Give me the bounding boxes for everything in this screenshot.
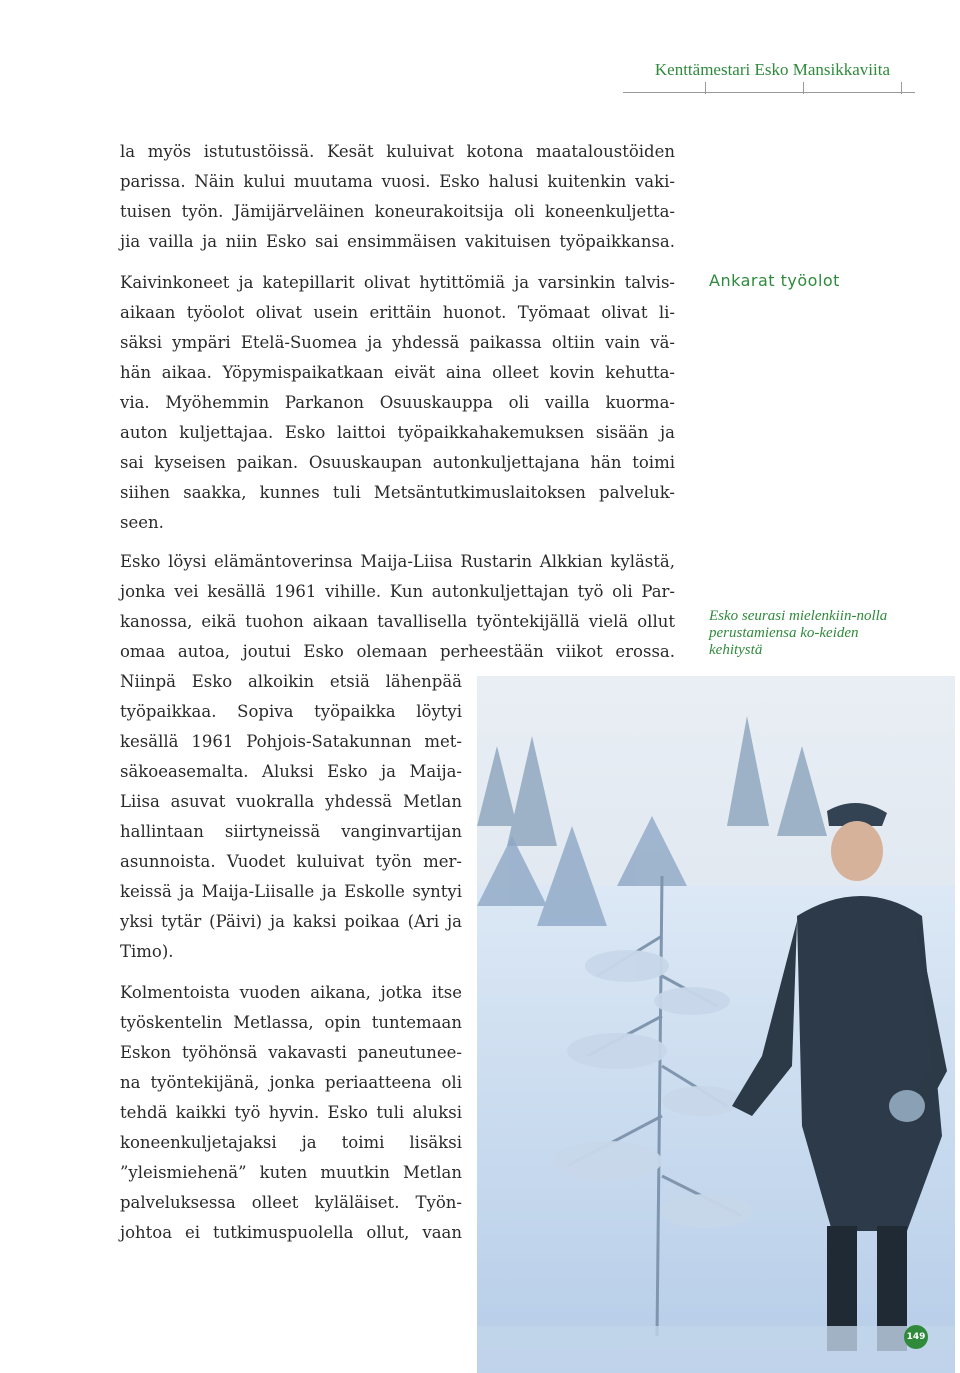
text-line: Niinpä Esko alkoikin etsiä lähenpää — [120, 672, 462, 691]
text-line: siihen saakka, kunnes tuli Metsäntutkimuslaitoksen palveluk- — [120, 483, 675, 502]
text-line: koneenkuljetajaksi ja toimi lisäksi — [120, 1133, 462, 1152]
text-line: hallintaan siirtyneissä vanginvartijan — [120, 822, 462, 841]
photo-illustration — [477, 676, 955, 1373]
text-line: tuisen työn. Jämijärveläinen koneurakoitsija oli koneenkuljetta- — [120, 202, 675, 221]
text-line: aikaan työolot olivat usein erittäin huonot. Työmaat olivat li- — [120, 303, 675, 322]
text-line: jia vailla ja niin Esko sai ensimmäisen vakituisen työpaikkansa. — [120, 232, 675, 251]
text-line: kesällä 1961 Pohjois-Satakunnan met- — [120, 732, 462, 751]
photo-caption: Esko seurasi mielenkiin-nolla perustamiensa ko-keiden kehitystä — [709, 608, 888, 658]
paragraph-1 — [120, 137, 675, 257]
text-line: johtoa ei tutkimuspuolella ollut, vaan — [120, 1223, 462, 1242]
page-number-badge: 149 — [904, 1325, 928, 1349]
paragraph-4 — [120, 978, 462, 1248]
text-line: sai kyseisen paikan. Osuuskaupan autonkuljettajana hän toimi — [120, 453, 675, 472]
text-line: seen. — [120, 513, 164, 532]
text-line: auton kuljettajaa. Esko laittoi työpaikkahakemuksen sisään ja — [120, 423, 675, 442]
header-tick — [803, 82, 804, 94]
header-tick — [705, 82, 706, 94]
paragraph-2 — [120, 268, 675, 538]
text-line: tehdä kaikki työ hyvin. Esko tuli aluksi — [120, 1103, 462, 1122]
text-line: säkoeasemalta. Aluksi Esko ja Maija- — [120, 762, 462, 781]
text-line: na työntekijänä, jonka periaatteena oli — [120, 1073, 462, 1092]
text-line: Esko löysi elämäntoverinsa Maija-Liisa Rustarin Alkkian kylästä, — [120, 552, 675, 571]
header-title: Kenttämestari Esko Mansikkaviita — [654, 60, 890, 79]
photo — [477, 676, 955, 1373]
text-line: omaa autoa, joutui Esko olemaan perheestään viikot erossa. — [120, 642, 675, 661]
header-tick — [901, 82, 902, 94]
text-line: Timo). — [120, 942, 174, 961]
text-line: Kolmentoista vuoden aikana, jotka itse — [120, 983, 462, 1002]
text-line: kanossa, eikä tuohon aikaan tavallisella työntekijällä vielä ollut — [120, 612, 675, 631]
text-line: yksi tytär (Päivi) ja kaksi poikaa (Ari ja — [120, 912, 462, 931]
text-line: työskentelin Metlassa, opin tuntemaan — [120, 1013, 462, 1032]
text-line: Kaivinkoneet ja katepillarit olivat hytittömiä ja varsinkin talvis- — [120, 273, 675, 292]
text-line: palveluksessa olleet kyläläiset. Työn- — [120, 1193, 462, 1212]
text-line: hän aikaa. Yöpymispaikatkaan eivät aina olleet kovin kehutta- — [120, 363, 675, 382]
text-line: keissä ja Maija-Liisalle ja Eskolle syntyi — [120, 882, 462, 901]
text-line: työpaikkaa. Sopiva työpaikka löytyi — [120, 702, 462, 721]
text-line: via. Myöhemmin Parkanon Osuuskauppa oli vailla kuorma- — [120, 393, 675, 412]
text-line: Liisa asuvat vuokralla yhdessä Metlan — [120, 792, 462, 811]
text-line: ”yleismiehenä” kuten muutkin Metlan — [120, 1163, 462, 1182]
paragraph-3 — [120, 547, 675, 667]
text-line: Eskon työhönsä vakavasti paneutunee- — [120, 1043, 462, 1062]
text-line: jonka vei kesällä 1961 vihille. Kun autonkuljettajan työ oli Par- — [120, 582, 675, 601]
text-line: säksi ympäri Etelä-Suomea ja yhdessä paikassa oltiin vain vä- — [120, 333, 675, 352]
text-line: parissa. Näin kului muutama vuosi. Esko halusi kuitenkin vaki- — [120, 172, 675, 191]
paragraph-3-continued — [120, 667, 462, 967]
side-heading: Ankarat työolot — [709, 271, 840, 290]
text-line: asunnoista. Vuodet kuluivat työn mer- — [120, 852, 462, 871]
header-rule — [623, 92, 915, 93]
text-line: la myös istutustöissä. Kesät kuluivat kotona maataloustöiden — [120, 142, 675, 161]
